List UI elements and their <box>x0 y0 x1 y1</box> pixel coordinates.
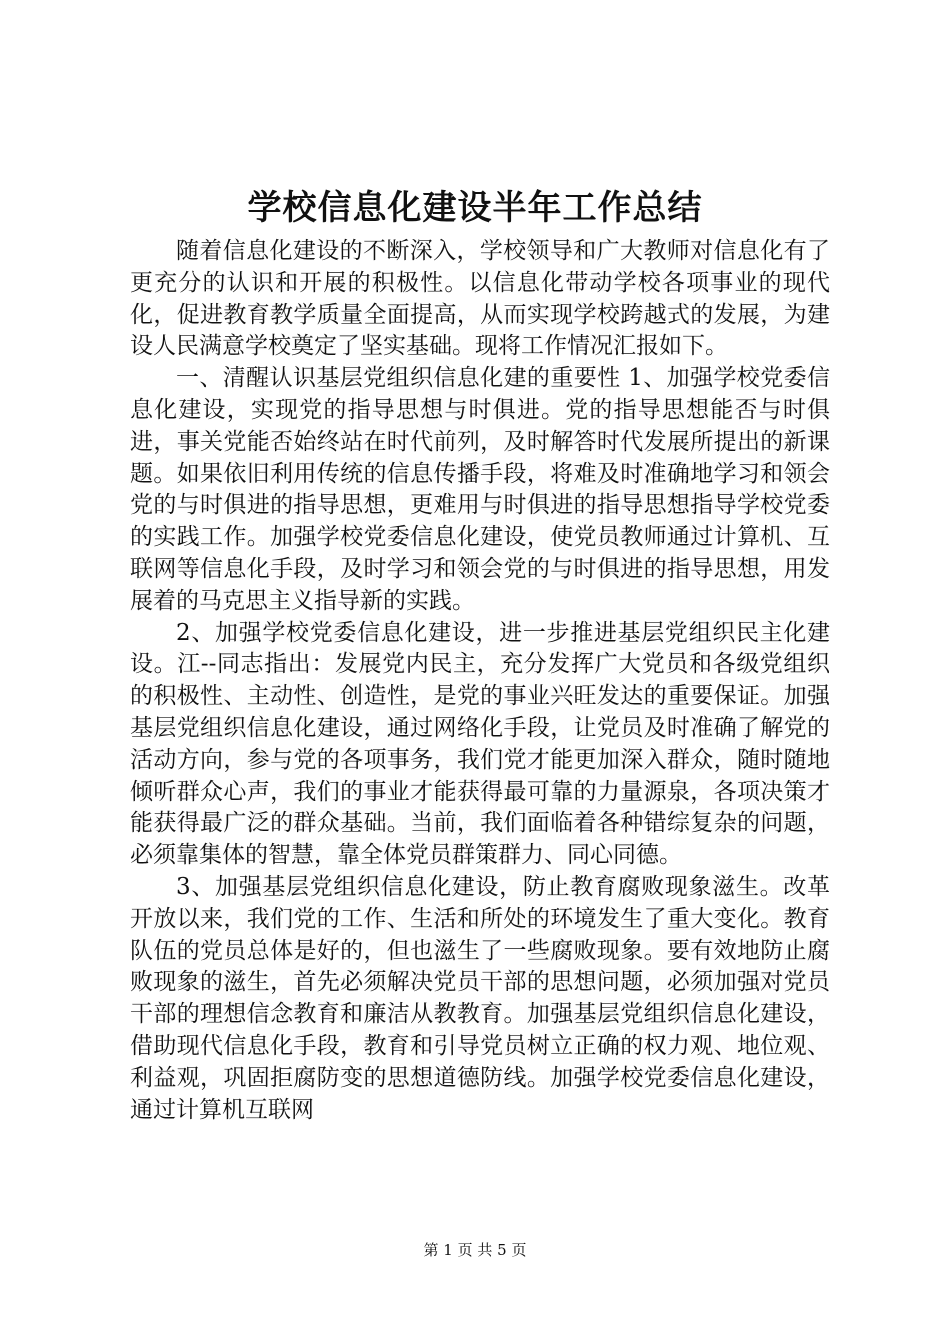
paragraph-section-2: 2、加强学校党委信息化建设，进一步推进基层党组织民主化建设。江--同志指出：发展党内民主，充分发挥广大党员和各级党组织的积极性、主动性、创造性，是党的事业兴旺发达的重要保证。加强基层党组织信息化建设，通过网络化手段，让党员及时准确了解党的活动方向，参与党的各项事务，我们党才能更加深入群众，随时随地倾听群众心声，我们的事业才能获得最可靠的力量源泉，各项决策才能获得最广泛的群众基础。当前，我们面临着各种错综复杂的问题，必须靠集体的智慧，靠全体党员群策群力、同心同德。 <box>130 619 830 869</box>
paragraph-section-3: 3、加强基层党组织信息化建设，防止教育腐败现象滋生。改革开放以来，我们党的工作、生活和所处的环境发生了重大变化。教育队伍的党员总体是好的，但也滋生了一些腐败现象。要有效地防止腐败现象的滋生，首先必须解决党员干部的思想问题，必须加强对党员干部的理想信念教育和廉洁从教教育。加强基层党组织信息化建设，借助现代信息化手段，教育和引导党员树立正确的权力观、地位观、利益观，巩固拒腐防变的思想道德防线。加强学校党委信息化建设，通过计算机互联网 <box>130 873 830 1123</box>
paragraph-intro: 随着信息化建设的不断深入，学校领导和广大教师对信息化有了更充分的认识和开展的积极性。以信息化带动学校各项事业的现代化，促进教育教学质量全面提高，从而实现学校跨越式的发展，为建设人民满意学校奠定了坚实基础。现将工作情况汇报如下。 <box>130 238 830 360</box>
page-number-footer: 第 1 页 共 5 页 <box>423 1241 527 1259</box>
paragraph-section-1: 一、清醒认识基层党组织信息化建的重要性 1、加强学校党委信息化建设，实现党的指导思想与时俱进。党的指导思想能否与时俱进，事关党能否始终站在时代前列，及时解答时代发展所提出的新课题。如果依旧利用传统的信息传播手段，将难及时准确地学习和领会党的与时俱进的指导思想，更难用与时俱进的指导思想指导学校党委的实践工作。加强学校党委信息化建设，使党员教师通过计算机、互联网等信息化手段，及时学习和领会党的与时俱进的指导思想，用发展着的马克思主义指导新的实践。 <box>130 365 830 614</box>
document-title: 学校信息化建设半年工作总结 <box>247 188 703 228</box>
document-body <box>130 236 830 1126</box>
